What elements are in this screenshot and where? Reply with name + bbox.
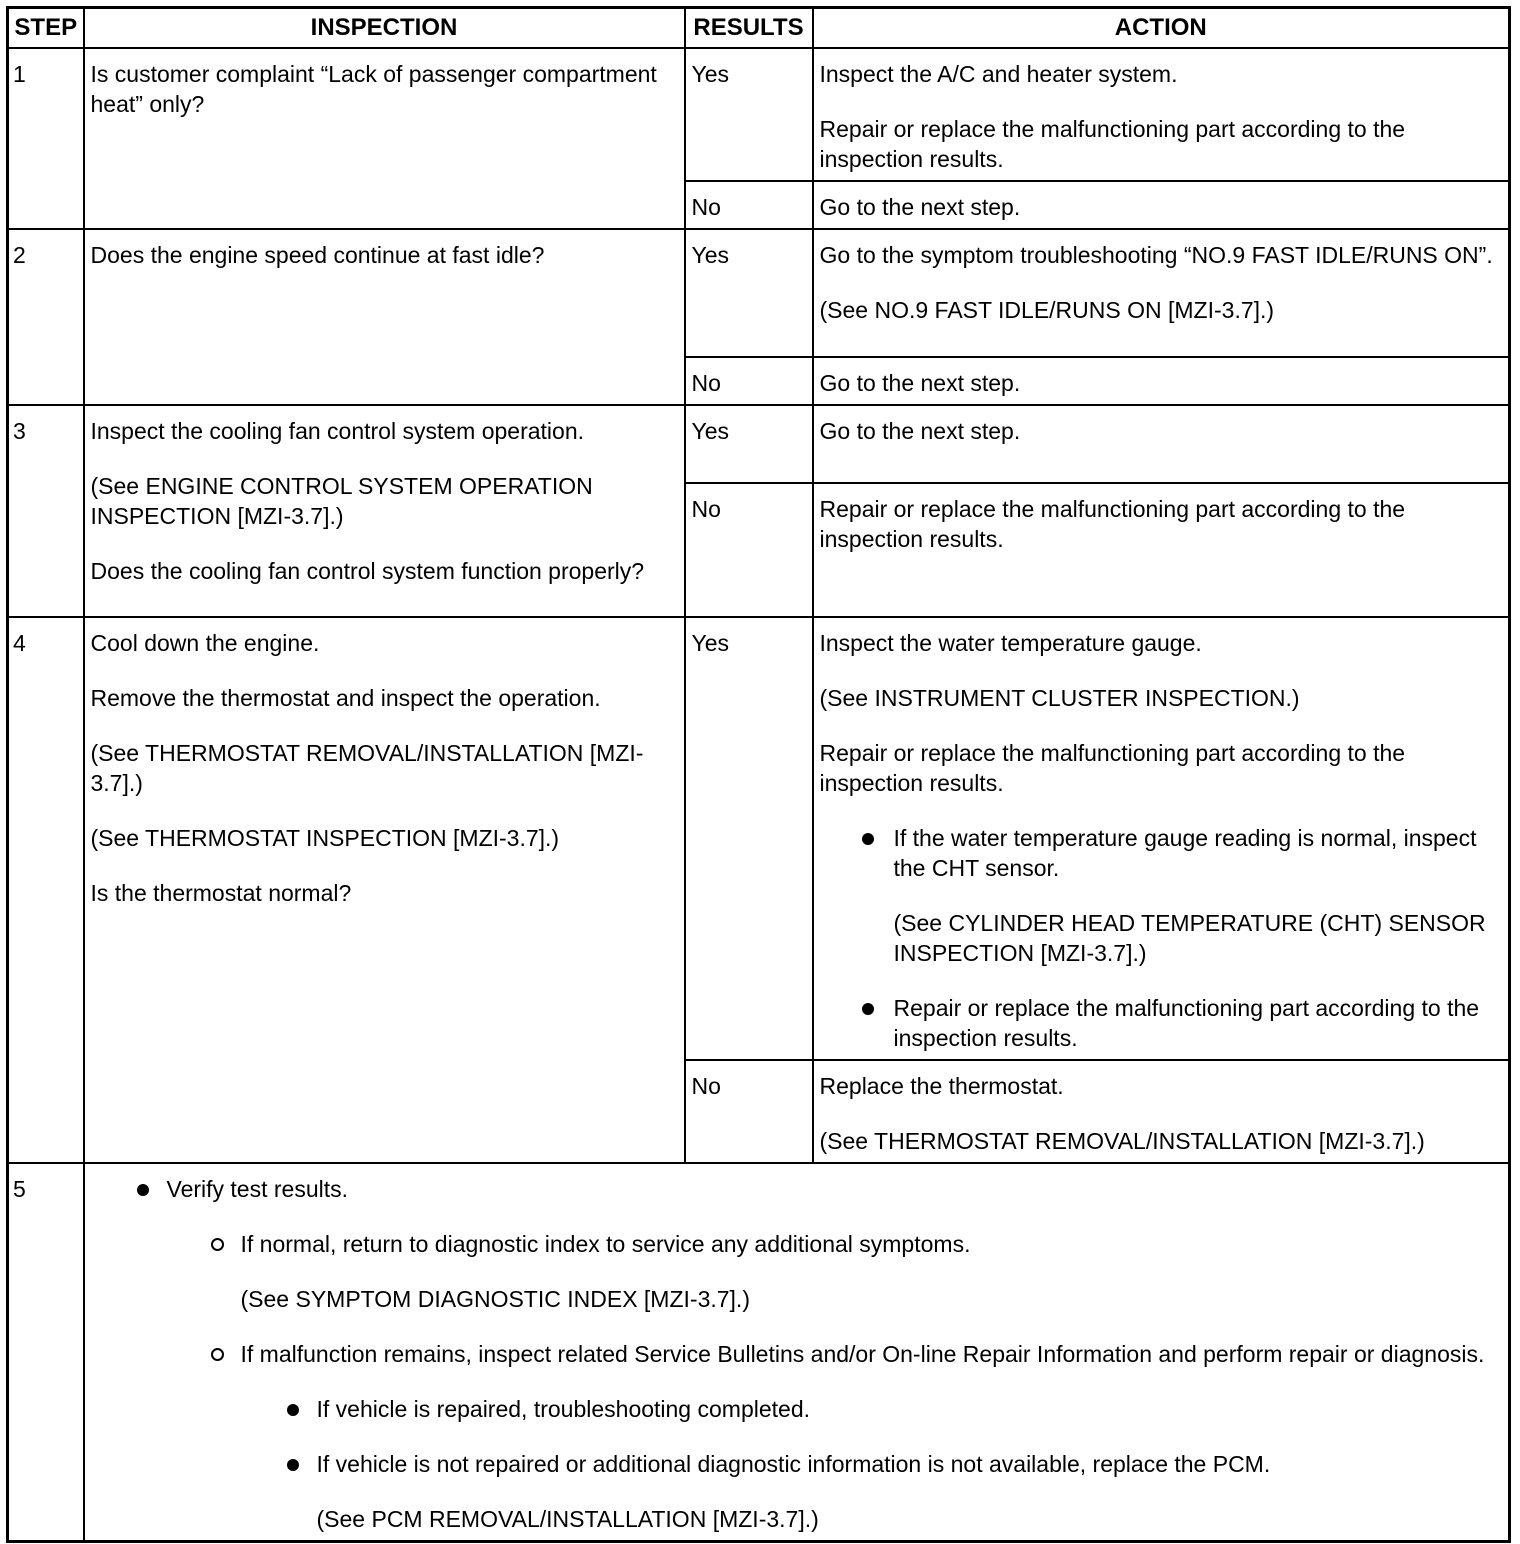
header-results: RESULTS — [685, 8, 813, 49]
not-repaired-text: If vehicle is not repaired or additional diagnostic information is not available, replace the PCM. — [316, 1451, 1271, 1477]
step-4-inspection — [84, 617, 685, 1163]
inspection-text: Does the engine speed continue at fast idle? — [90, 242, 545, 268]
action-text: Inspect the A/C and heater system. — [819, 61, 1178, 87]
header-row — [8, 8, 1510, 49]
bullet-dot-icon — [862, 1003, 874, 1015]
step-2-action-yes — [813, 229, 1510, 357]
action-text: Go to the next step. — [819, 370, 1021, 396]
step-5-content — [84, 1163, 1510, 1542]
inspection-text: (See ENGINE CONTROL SYSTEM OPERATION INSPECTION [MZI-3.7].) — [90, 473, 593, 529]
step-1-inspection — [84, 48, 685, 229]
step-3-result-no: No — [685, 483, 813, 617]
step-4-result-yes: Yes — [685, 617, 813, 1060]
action-text: Go to the next step. — [819, 418, 1021, 444]
step-4-action-no — [813, 1060, 1510, 1163]
step-1-action-no — [813, 181, 1510, 229]
inspection-text: Does the cooling fan control system function properly? — [90, 558, 645, 584]
verify-text: Verify test results. — [166, 1176, 349, 1202]
action-text: Inspect the water temperature gauge. — [819, 630, 1202, 656]
step-1-action-yes — [813, 48, 1510, 181]
header-step: STEP — [8, 8, 84, 49]
action-text: Go to the next step. — [819, 194, 1021, 220]
step-2-result-yes: Yes — [685, 229, 813, 357]
step-4-number: 4 — [8, 617, 84, 1163]
step-2-number: 2 — [8, 229, 84, 405]
inspection-text: Cool down the engine. — [90, 630, 320, 656]
action-text: Repair or replace the malfunctioning part according to the inspection results. — [819, 496, 1406, 552]
action-text: Go to the symptom troubleshooting “NO.9 FAST IDLE/RUNS ON”. — [819, 242, 1493, 268]
action-text: (See NO.9 FAST IDLE/RUNS ON [MZI-3.7].) — [819, 297, 1275, 323]
action-text: (See THERMOSTAT REMOVAL/INSTALLATION [MZI-3.7].) — [819, 1128, 1425, 1154]
bullet-dot-icon — [287, 1459, 299, 1471]
remains-text: If malfunction remains, inspect related Service Bulletins and/or On-line Repair Information and perform repair or diagnosis. — [240, 1341, 1485, 1367]
normal-text: If normal, return to diagnostic index to service any additional symptoms. — [240, 1231, 971, 1257]
action-text: Repair or replace the malfunctioning part according to the inspection results. — [819, 116, 1406, 172]
action-text: Replace the thermostat. — [819, 1073, 1064, 1099]
step-5-number: 5 — [8, 1163, 84, 1542]
step-3-action-yes — [813, 405, 1510, 483]
verify-item — [91, 1174, 1503, 1204]
bullet-item — [820, 823, 1503, 883]
step-2-inspection — [84, 229, 685, 405]
inspection-text: (See THERMOSTAT REMOVAL/INSTALLATION [MZI-3.7].) — [90, 740, 644, 796]
action-text: (See INSTRUMENT CLUSTER INSPECTION.) — [819, 685, 1300, 711]
bullet-item — [820, 993, 1503, 1053]
header-inspection: INSPECTION — [84, 8, 685, 49]
step-3-inspection — [84, 405, 685, 617]
step-4-result-no: No — [685, 1060, 813, 1163]
header-action: ACTION — [813, 8, 1510, 49]
inspection-text: Is the thermostat normal? — [90, 880, 352, 906]
remains-item — [91, 1339, 1503, 1369]
troubleshooting-table — [6, 6, 1511, 1543]
not-repaired-item — [91, 1449, 1503, 1479]
step-3-number: 3 — [8, 405, 84, 617]
step-4-action-yes — [813, 617, 1510, 1060]
repaired-item — [91, 1394, 1503, 1424]
bullet-circle-icon — [211, 1348, 224, 1361]
step-3-result-yes: Yes — [685, 405, 813, 483]
inspection-text: Inspect the cooling fan control system operation. — [90, 418, 585, 444]
bullet-circle-icon — [211, 1238, 224, 1251]
step-1-result-yes: Yes — [685, 48, 813, 181]
step-2-action-no — [813, 357, 1510, 405]
bullet-text: Repair or replace the malfunctioning part according to the inspection results. — [893, 995, 1480, 1051]
bullet-dot-icon — [287, 1404, 299, 1416]
step-4-yes-row — [8, 617, 1510, 1060]
repaired-text: If vehicle is repaired, troubleshooting completed. — [316, 1396, 811, 1422]
normal-reference: (See SYMPTOM DIAGNOSTIC INDEX [MZI-3.7].) — [240, 1286, 750, 1312]
inspection-text: Is customer complaint “Lack of passenger compartment heat” only? — [90, 61, 657, 117]
step-5-row — [8, 1163, 1510, 1542]
pcm-reference: (See PCM REMOVAL/INSTALLATION [MZI-3.7].) — [316, 1506, 819, 1532]
bullet-dot-icon — [137, 1184, 149, 1196]
inspection-text: (See THERMOSTAT INSPECTION [MZI-3.7].) — [90, 825, 560, 851]
bullet-dot-icon — [862, 833, 874, 845]
step-1-yes-row — [8, 48, 1510, 181]
step-1-result-no: No — [685, 181, 813, 229]
inspection-text: Remove the thermostat and inspect the operation. — [90, 685, 601, 711]
action-text: Repair or replace the malfunctioning part according to the inspection results. — [819, 740, 1406, 796]
step-2-yes-row — [8, 229, 1510, 357]
step-1-number: 1 — [8, 48, 84, 229]
normal-item — [91, 1229, 1503, 1259]
bullet-subtext: (See CYLINDER HEAD TEMPERATURE (CHT) SENSOR INSPECTION [MZI-3.7].) — [893, 910, 1486, 966]
step-3-action-no — [813, 483, 1510, 617]
step-3-yes-row — [8, 405, 1510, 483]
step-2-result-no: No — [685, 357, 813, 405]
bullet-text: If the water temperature gauge reading is normal, inspect the CHT sensor. — [893, 825, 1477, 881]
